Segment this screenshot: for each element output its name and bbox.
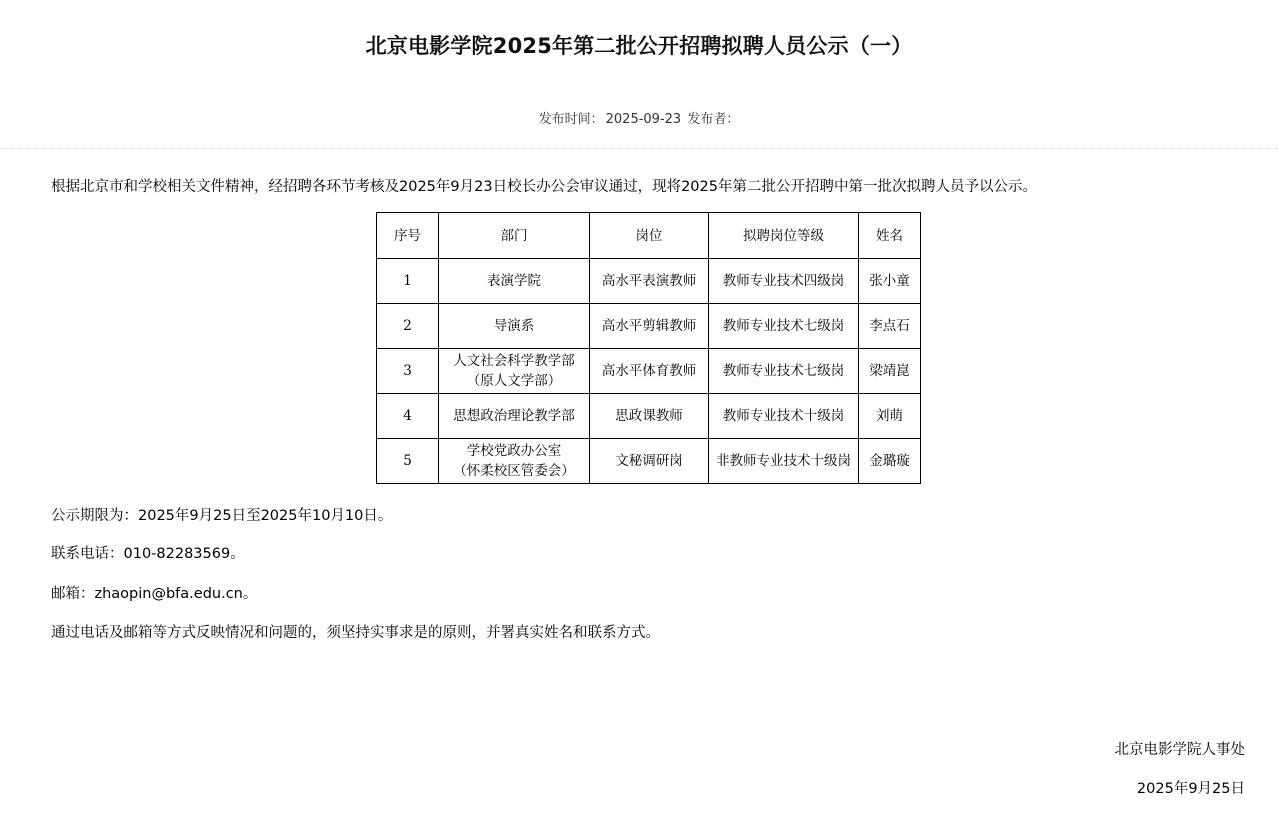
- cell-name: 刘萌: [859, 394, 921, 439]
- header-name: 姓名: [859, 213, 921, 259]
- cell-level: 教师专业技术七级岗: [709, 304, 859, 349]
- signature-org: 北京电影学院人事处: [1114, 742, 1245, 758]
- contact-email: 邮箱：zhaopin@bfa.edu.cn。: [51, 586, 258, 602]
- dept-line: 人文社会科学教学部: [453, 353, 575, 369]
- header-no: 序号: [377, 213, 439, 259]
- table-header-row: [377, 213, 921, 259]
- cell-no: 1: [377, 259, 439, 304]
- cell-dept: [439, 394, 590, 439]
- notice-period: 公示期限为：2025年9月25日至2025年10月10日。: [51, 508, 393, 524]
- cell-no: 2: [377, 304, 439, 349]
- cell-name: 张小童: [859, 259, 921, 304]
- cell-no: 5: [377, 439, 439, 484]
- cell-no: 4: [377, 394, 439, 439]
- header-dept: 部门: [439, 213, 590, 259]
- dept-line-sub: （原人文学部）: [466, 373, 562, 389]
- signature-date: 2025年9月25日: [1136, 781, 1245, 797]
- dept-line-sub: （怀柔校区管委会）: [453, 463, 575, 479]
- cell-dept: [439, 304, 590, 349]
- header-divider: [0, 148, 1278, 149]
- publish-meta: [0, 108, 1278, 127]
- table-row: [377, 304, 921, 349]
- cell-no: 3: [377, 349, 439, 394]
- cell-level: 教师专业技术七级岗: [709, 349, 859, 394]
- publisher-label: 发布者：: [687, 112, 740, 127]
- cell-position: 文秘调研岗: [590, 439, 709, 484]
- cell-position: 思政课教师: [590, 394, 709, 439]
- cell-name: 金璐璇: [859, 439, 921, 484]
- cell-name: 李点石: [859, 304, 921, 349]
- page-title: 北京电影学院2025年第二批公开招聘拟聘人员公示（一）: [365, 34, 913, 58]
- table-row: [377, 394, 921, 439]
- header-position: 岗位: [590, 213, 709, 259]
- dept-line: 学校党政办公室: [466, 443, 562, 459]
- publish-label: 发布时间：: [538, 112, 604, 127]
- publish-date: 2025-09-23: [605, 112, 682, 127]
- cell-position: 高水平表演教师: [590, 259, 709, 304]
- dept-line: 表演学院: [487, 273, 541, 289]
- cell-name: 梁靖崑: [859, 349, 921, 394]
- dept-line: 导演系: [493, 318, 535, 334]
- table-row: [377, 349, 921, 394]
- dept-line: 思想政治理论教学部: [453, 408, 575, 424]
- cell-level: 教师专业技术十级岗: [709, 394, 859, 439]
- cell-dept: [439, 259, 590, 304]
- cell-level: 非教师专业技术十级岗: [709, 439, 859, 484]
- candidates-table: [376, 212, 921, 484]
- cell-dept: [439, 349, 590, 394]
- cell-dept: [439, 439, 590, 484]
- contact-phone: 联系电话：010-82283569。: [51, 546, 245, 562]
- table-row: [377, 259, 921, 304]
- cell-position: 高水平体育教师: [590, 349, 709, 394]
- cell-position: 高水平剪辑教师: [590, 304, 709, 349]
- feedback-note: 通过电话及邮箱等方式反映情况和问题的，须坚持实事求是的原则，并署真实姓名和联系方式。: [51, 625, 660, 641]
- intro-paragraph: 根据北京市和学校相关文件精神，经招聘各环节考核及2025年9月23日校长办公会审议通过，现将2025年第二批公开招聘中第一批次拟聘人员予以公示。: [51, 179, 1037, 195]
- table-row: [377, 439, 921, 484]
- cell-level: 教师专业技术四级岗: [709, 259, 859, 304]
- header-level: 拟聘岗位等级: [709, 213, 859, 259]
